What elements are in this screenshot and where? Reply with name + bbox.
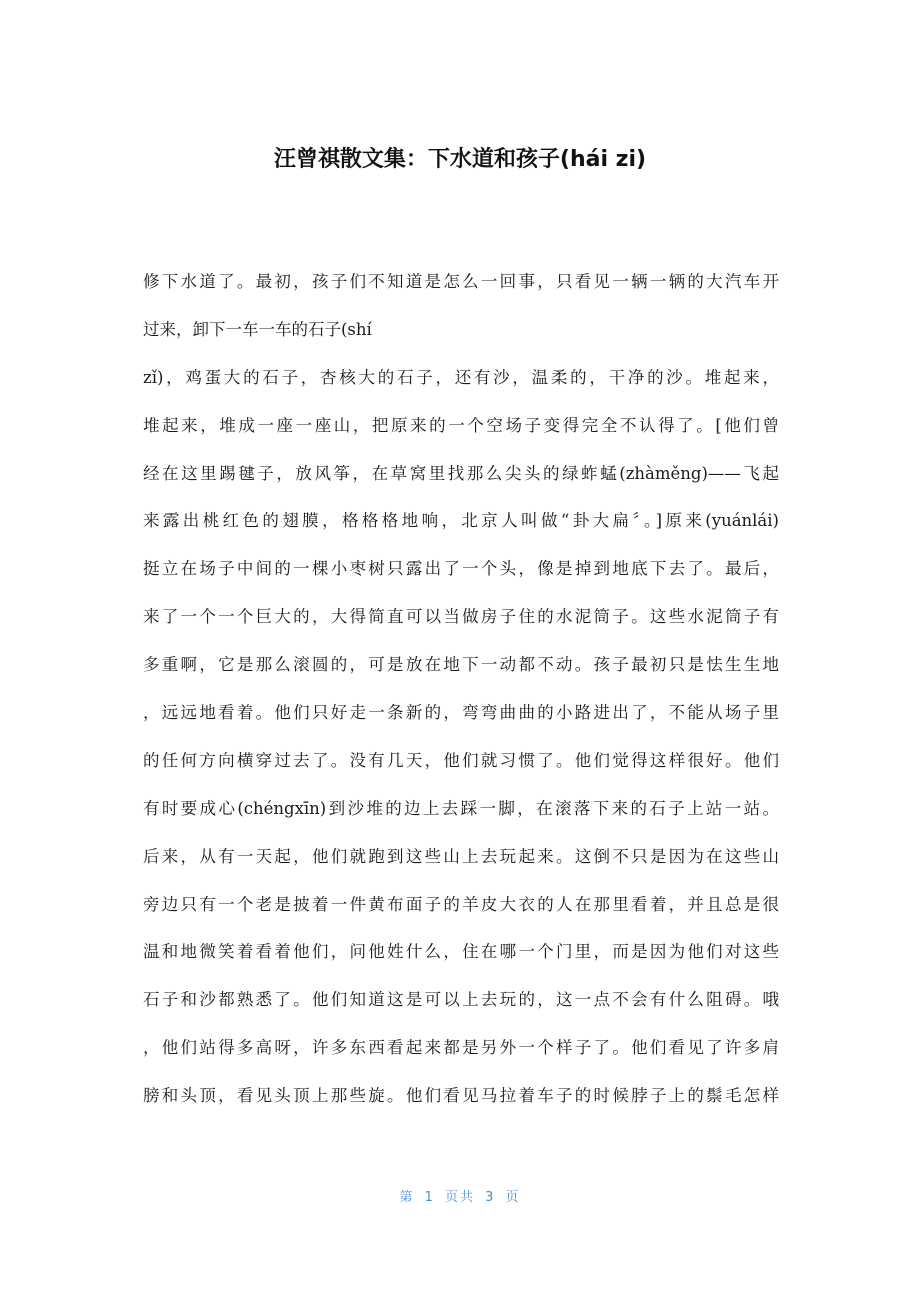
body-line: 的任何方向横穿过去了。没有几天，他们就习惯了。他们觉得这样很好。他们 <box>143 750 779 770</box>
document-body <box>143 262 779 1124</box>
body-line: 石子和沙都熟悉了。他们知道这是可以上去玩的，这一点不会有什么阻碍。哦 <box>143 990 779 1010</box>
body-line: zǐ)，鸡蛋大的石子，杏核大的石子，还有沙，温柔的，干净的沙。堆起来， <box>143 367 779 387</box>
body-line: 后来，从有一天起，他们就跑到这些山上去玩起来。这倒不只是因为在这些山 <box>143 846 779 866</box>
body-line: ，远远地看着。他们只好走一条新的，弯弯曲曲的小路进出了，不能从场子里 <box>143 703 779 723</box>
body-line: 来了一个一个巨大的，大得简直可以当做房子住的水泥筒子。这些水泥筒子有 <box>143 607 779 627</box>
body-line: 有时要成心(chéngxīn)到沙堆的边上去踩一脚，在滚落下来的石子上站一站。 <box>143 798 779 818</box>
document-title: 汪曾祺散文集：下水道和孩子(hái zi) <box>273 147 647 172</box>
body-line: 过来，卸下一车一车的石子(shí <box>143 319 372 339</box>
body-line: 来露出桃红色的翅膜，格格格地响，北京人叫做“卦大扁〞。]原来(yuánlái) <box>143 511 779 531</box>
body-line: 膀和头顶，看见头顶上那些旋。他们看见马拉着车子的时候脖子上的鬃毛怎样 <box>143 1086 779 1106</box>
body-line: 修下水道了。最初，孩子们不知道是怎么一回事，只看见一辆一辆的大汽车开 <box>143 272 779 291</box>
body-line: 挺立在场子中间的一棵小枣树只露出了一个头，像是掉到地底下去了。最后， <box>143 559 779 579</box>
body-line: ，他们站得多高呀，许多东西看起来都是另外一个样子了。他们看见了许多肩 <box>143 1038 779 1058</box>
body-line: 旁边只有一个老是披着一件黄布面子的羊皮大衣的人在那里看着，并且总是很 <box>143 894 779 914</box>
body-line: 堆起来，堆成一座一座山，把原来的一个空场子变得完全不认得了。[他们曾 <box>143 415 779 435</box>
body-line: 经在这里踢毽子，放风筝，在草窝里找那么尖头的绿蚱蜢(zhàměng)——飞起 <box>143 463 779 483</box>
page-number: 第 1 页共 3 页 <box>399 1190 521 1205</box>
body-line: 多重啊，它是那么滚圆的，可是放在地下一动都不动。孩子最初只是怯生生地 <box>143 655 779 675</box>
body-line: 温和地微笑着看着他们，问他姓什么，住在哪一个门里，而是因为他们对这些 <box>143 942 779 962</box>
